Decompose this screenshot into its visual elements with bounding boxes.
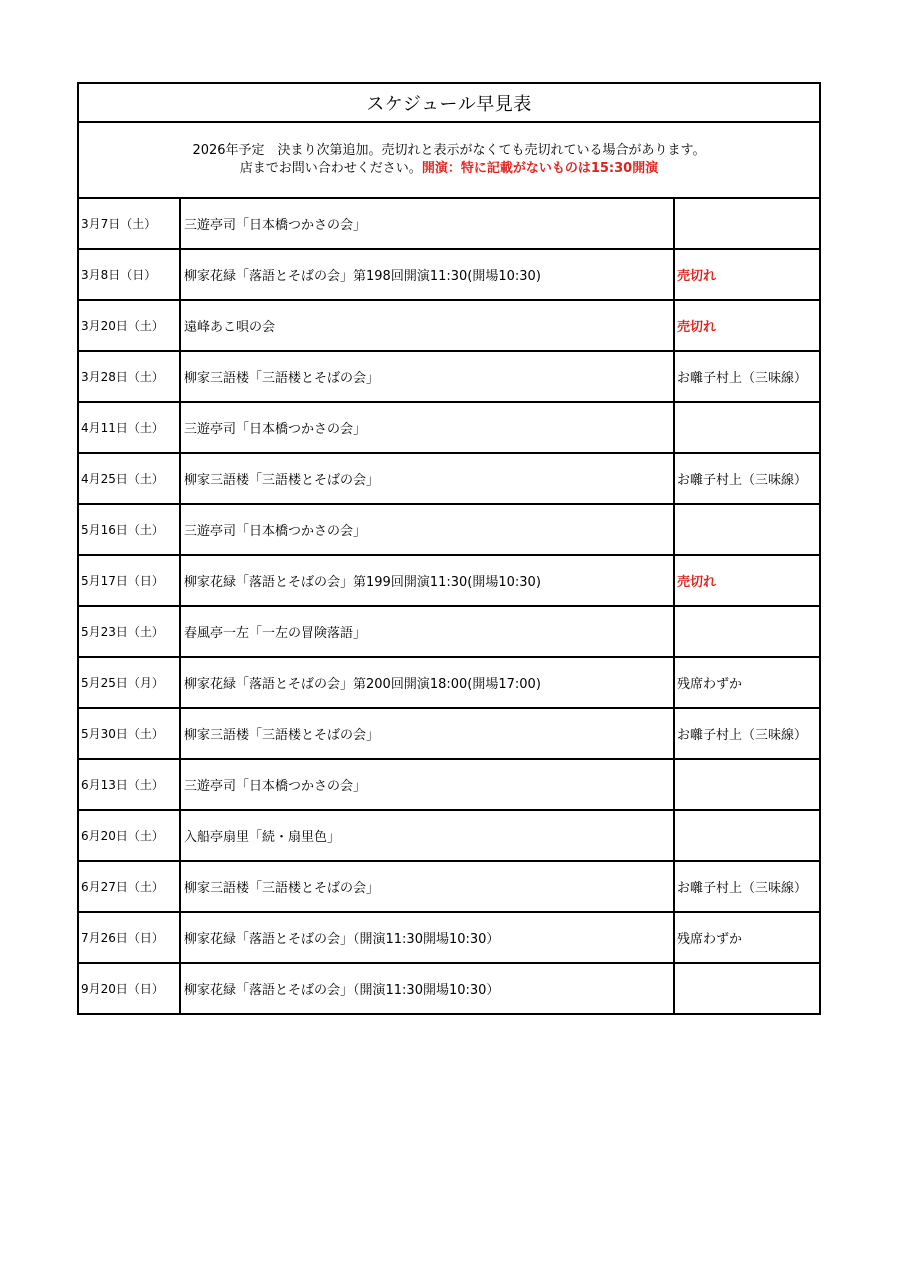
event-note: 売切れ <box>677 320 717 335</box>
event-title: 柳家花緑「落語とそばの会」（開演11:30開場10:30） <box>181 964 675 1013</box>
event-note <box>675 811 819 860</box>
table-row <box>79 862 819 913</box>
notice-box <box>79 123 819 199</box>
event-note <box>675 760 819 809</box>
event-title: 三遊亭司「日本橋つかさの会」 <box>181 199 675 248</box>
event-note: 売切れ <box>677 575 717 590</box>
event-title: 三遊亭司「日本橋つかさの会」 <box>181 403 675 452</box>
event-date: 5月25日（月） <box>79 658 181 707</box>
event-title: 遠峰あこ唄の会 <box>181 301 675 350</box>
event-note <box>675 607 819 656</box>
event-title: 柳家花緑「落語とそばの会」第200回開演18:00(開場17:00) <box>181 658 675 707</box>
event-title: 柳家花緑「落語とそばの会」第198回開演11:30(開場10:30) <box>181 250 675 299</box>
event-note: お囃子村上（三味線） <box>677 473 808 488</box>
schedule-table <box>77 82 821 1015</box>
table-row <box>79 607 819 658</box>
event-title: 柳家三語楼「三語楼とそばの会」 <box>181 862 675 911</box>
notice-line-2 <box>240 160 658 178</box>
table-row <box>79 913 819 964</box>
event-date: 3月20日（土） <box>79 301 181 350</box>
table-row <box>79 352 819 403</box>
event-title: 柳家花緑「落語とそばの会」第199回開演11:30(開場10:30) <box>181 556 675 605</box>
event-date: 6月20日（土） <box>79 811 181 860</box>
page-title: スケジュール早見表 <box>79 84 819 123</box>
schedule-rows <box>79 199 819 1013</box>
notice-contact-text: 店までお問い合わせください。 <box>239 161 422 176</box>
event-title: 三遊亭司「日本橋つかさの会」 <box>181 505 675 554</box>
table-row <box>79 760 819 811</box>
event-note: 残席わずか <box>677 932 743 947</box>
table-row <box>79 199 819 250</box>
event-date: 3月8日（日） <box>79 250 181 299</box>
event-title: 三遊亭司「日本橋つかさの会」 <box>181 760 675 809</box>
event-date: 4月11日（土） <box>79 403 181 452</box>
event-date: 7月26日（日） <box>79 913 181 962</box>
event-date: 5月23日（土） <box>79 607 181 656</box>
event-date: 5月16日（土） <box>79 505 181 554</box>
event-note <box>675 964 819 1013</box>
table-row <box>79 250 819 301</box>
event-date: 9月20日（日） <box>79 964 181 1013</box>
event-title: 柳家三語楼「三語楼とそばの会」 <box>181 352 675 401</box>
event-date: 5月30日（土） <box>79 709 181 758</box>
event-note: お囃子村上（三味線） <box>677 728 808 743</box>
table-row <box>79 505 819 556</box>
event-note <box>675 199 819 248</box>
table-row <box>79 964 819 1013</box>
event-note <box>675 505 819 554</box>
event-title: 柳家三語楼「三語楼とそばの会」 <box>181 454 675 503</box>
event-date: 6月27日（土） <box>79 862 181 911</box>
event-note: 売切れ <box>677 269 717 284</box>
event-date: 5月17日（日） <box>79 556 181 605</box>
event-date: 6月13日（土） <box>79 760 181 809</box>
notice-start-time-text: 開演：特に記載がないものは15:30開演 <box>421 161 659 176</box>
event-title: 入船亭扇里「続・扇里色」 <box>181 811 675 860</box>
event-note: お囃子村上（三味線） <box>677 371 808 386</box>
event-note <box>675 403 819 452</box>
event-note: 残席わずか <box>677 677 743 692</box>
table-row <box>79 556 819 607</box>
table-row <box>79 658 819 709</box>
event-title: 春風亭一左「一左の冒険落語」 <box>181 607 675 656</box>
event-title: 柳家花緑「落語とそばの会」（開演11:30開場10:30） <box>181 913 675 962</box>
table-row <box>79 454 819 505</box>
event-date: 4月25日（土） <box>79 454 181 503</box>
table-row <box>79 301 819 352</box>
event-note: お囃子村上（三味線） <box>677 881 808 896</box>
table-row <box>79 403 819 454</box>
event-title: 柳家三語楼「三語楼とそばの会」 <box>181 709 675 758</box>
notice-line-1: 2026年予定 決まり次第追加。売切れと表示がなくても売切れている場合があります。 <box>192 143 706 158</box>
event-date: 3月28日（土） <box>79 352 181 401</box>
event-date: 3月7日（土） <box>79 199 181 248</box>
table-row <box>79 709 819 760</box>
table-row <box>79 811 819 862</box>
